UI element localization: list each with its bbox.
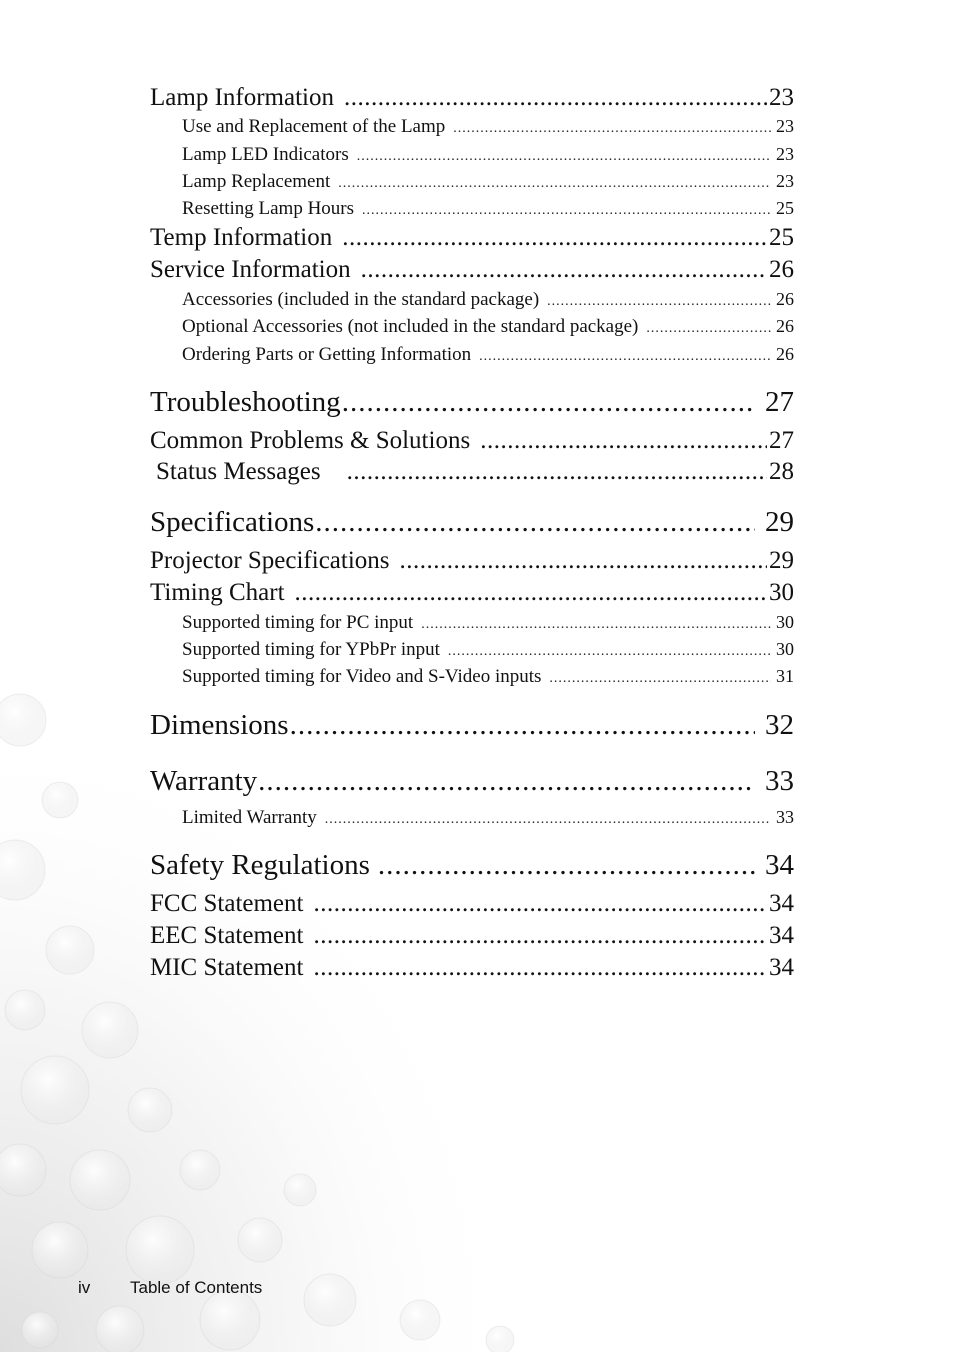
toc-entry-page: 34 [769,954,794,981]
toc-entry-lamp-led-indicators[interactable] [182,144,794,166]
toc-entry-label: Use and Replacement of the Lamp [182,116,446,137]
toc-entry-page: 26 [776,344,794,364]
toc-entry-label: Supported timing for YPbPr input [182,639,440,660]
dot-leader [361,256,767,284]
toc-entry-label: Dimensions [150,709,289,741]
toc-entry-eec-statement[interactable] [150,922,794,950]
toc-entry-use-and-replacement[interactable] [182,116,794,138]
toc-entry-label: Service Information [150,256,351,283]
dot-leader [315,506,755,539]
dot-leader [325,812,771,828]
dot-leader [313,890,767,918]
toc-entry-troubleshooting[interactable] [150,386,794,419]
toc-entry-label: Troubleshooting [150,386,341,418]
toc-entry-label: Limited Warranty [182,807,317,828]
dot-leader [378,849,755,882]
dot-leader [646,321,771,337]
toc-entry-label: Supported timing for Video and S-Video inputs [182,666,542,687]
toc-entry-status-messages[interactable] [156,458,794,486]
toc-entry-page: 25 [776,198,794,218]
toc-entry-mic-statement[interactable] [150,954,794,982]
toc-entry-page: 25 [769,224,794,251]
toc-entry-timing-video-inputs[interactable] [182,666,794,688]
dot-leader [357,149,771,165]
toc-entry-label: Projector Specifications [150,547,390,574]
toc-entry-label: Lamp Information [150,84,334,111]
toc-entry-timing-pc-input[interactable] [182,612,794,634]
toc-entry-service-information[interactable] [150,256,794,284]
toc-entry-page: 23 [776,171,794,191]
dot-leader [338,176,771,192]
toc-entry-page: 29 [765,506,794,538]
toc-entry-label: EEC Statement [150,922,304,949]
toc-entry-optional-accessories[interactable] [182,316,794,338]
toc-entry-page: 34 [769,922,794,949]
toc-entry-label: Ordering Parts or Getting Information [182,344,472,365]
toc-entry-fcc-statement[interactable] [150,890,794,918]
dot-leader [362,203,771,219]
dot-leader [549,671,771,687]
toc-entry-page: 23 [776,116,794,136]
toc-entry-accessories[interactable] [182,289,794,311]
footer-section-title: Table of Contents [130,1278,263,1297]
toc-entry-label: Safety Regulations [150,849,370,881]
toc-entry-resetting-lamp-hours[interactable] [182,198,794,220]
dot-leader [313,954,767,982]
toc-entry-ordering-parts[interactable] [182,344,794,366]
toc-entry-label: MIC Statement [150,954,304,981]
toc-entry-limited-warranty[interactable] [182,807,794,829]
toc-entry-label: Optional Accessories (not included in the standard package) [182,316,639,337]
toc-entry-label: Lamp LED Indicators [182,144,349,165]
toc-entry-page: 26 [769,256,794,283]
dot-leader [295,579,767,607]
toc-entry-lamp-replacement[interactable] [182,171,794,193]
toc-entry-specifications[interactable] [150,506,794,539]
toc-entry-page: 33 [765,765,794,797]
toc-entry-temp-information[interactable] [150,224,794,252]
toc-entry-common-problems[interactable] [150,427,794,455]
toc-entry-label: Lamp Replacement [182,171,331,192]
toc-entry-page: 27 [765,386,794,418]
toc-entry-timing-ypbpr-input[interactable] [182,639,794,661]
toc-entry-label: Specifications [150,506,315,538]
toc-entry-page: 29 [769,547,794,574]
dot-leader [344,84,767,112]
toc-entry-page: 26 [776,316,794,336]
dot-leader [347,458,767,486]
toc-entry-page: 28 [769,458,794,485]
toc-entry-label: Warranty [150,765,258,797]
dot-leader [313,922,767,950]
toc-entry-safety-regulations[interactable] [150,849,794,882]
toc-entry-label: Supported timing for PC input [182,612,414,633]
toc-entry-page: 26 [776,289,794,309]
toc-entry-page: 34 [769,890,794,917]
dot-leader [479,349,771,365]
toc-entry-projector-specifications[interactable] [150,547,794,575]
toc-entry-label: Accessories (included in the standard package) [182,289,540,310]
dot-leader [547,294,771,310]
toc-entry-label: Timing Chart [150,579,285,606]
toc-entry-lamp-information[interactable] [150,84,794,112]
toc-entry-label: Status Messages [156,458,321,485]
toc-entry-page: 34 [765,849,794,881]
toc-entry-page: 23 [769,84,794,111]
toc-entry-label: FCC Statement [150,890,304,917]
toc-entry-warranty[interactable] [150,765,794,798]
dot-leader [400,547,767,575]
dot-leader [342,224,767,252]
dot-leader [258,765,755,798]
dot-leader [448,644,771,660]
toc-entry-timing-chart[interactable] [150,579,794,607]
toc-entry-page: 30 [776,639,794,659]
toc-entry-dimensions[interactable] [150,709,794,742]
toc-entry-page: 30 [769,579,794,606]
toc-entry-page: 27 [769,427,794,454]
dot-leader [453,121,771,137]
footer-page-number: iv [78,1278,91,1297]
toc-entry-page: 33 [776,807,794,827]
dot-leader [421,617,771,633]
toc-entry-page: 23 [776,144,794,164]
toc-entry-page: 31 [776,666,794,686]
page-footer [78,1278,262,1298]
toc-entry-label: Temp Information [150,224,333,251]
dot-leader [480,427,767,455]
dot-leader [342,386,755,419]
dot-leader [290,709,755,742]
toc-entry-label: Common Problems & Solutions [150,427,471,454]
toc-entry-page: 32 [765,709,794,741]
toc-entry-page: 30 [776,612,794,632]
toc-entry-label: Resetting Lamp Hours [182,198,355,219]
